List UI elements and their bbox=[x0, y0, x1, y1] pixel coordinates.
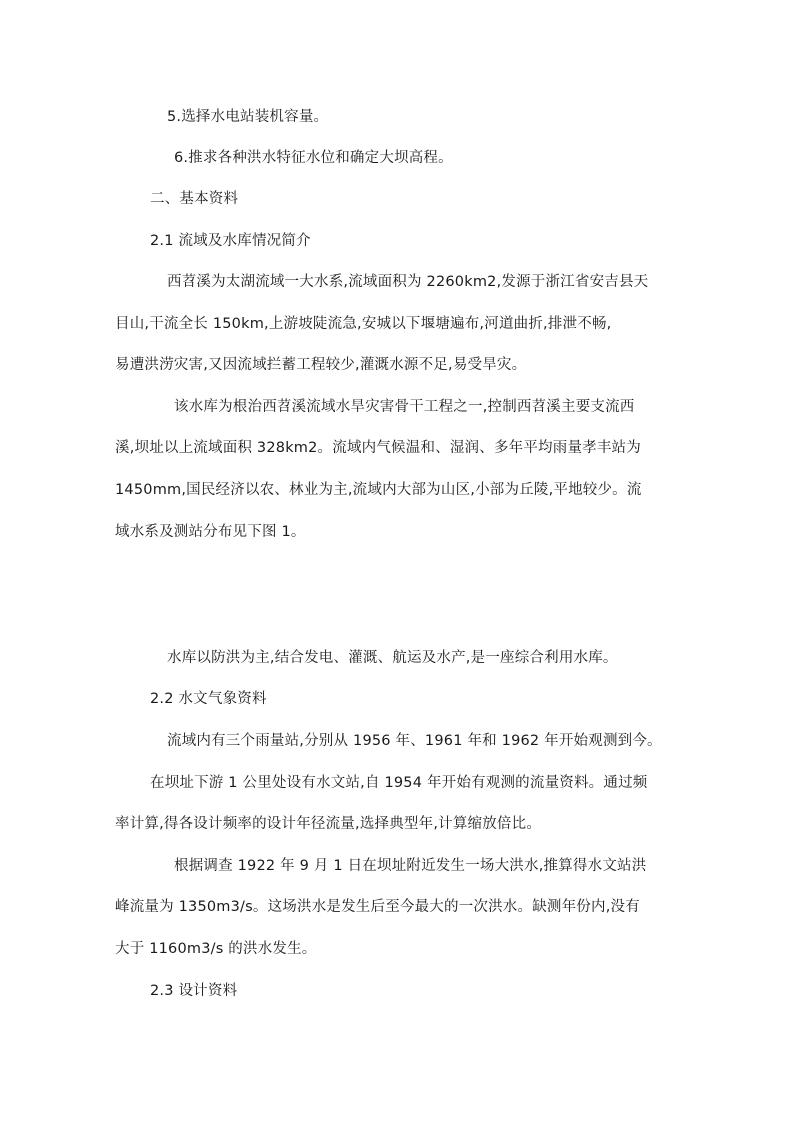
list-item-6: 6.推求各种洪水特征水位和确定大坝高程。 bbox=[174, 150, 453, 166]
paragraph-line: 目山,干流全长 150km,上游坡陡流急,安城以下堰塘遍布,河道曲折,排泄不畅, bbox=[115, 316, 612, 332]
paragraph-line: 在坝址下游 1 公里处设有水文站,自 1954 年开始有观测的流量资料。通过频 bbox=[150, 775, 648, 791]
subsection-heading-2-3: 2.3 设计资料 bbox=[150, 983, 238, 999]
paragraph-line: 易遭洪涝灾害,又因流域拦蓄工程较少,灌溉水源不足,易受旱灾。 bbox=[115, 357, 527, 373]
list-item-5: 5.选择水电站装机容量。 bbox=[167, 109, 329, 125]
paragraph-line: 流域内有三个雨量站,分别从 1956 年、1961 年和 1962 年开始观测到今。 bbox=[167, 733, 662, 749]
paragraph-line: 根据调查 1922 年 9 月 1 日在坝址附近发生一场大洪水,推算得水文站洪 bbox=[174, 858, 647, 874]
paragraph-line: 大于 1160m3/s 的洪水发生。 bbox=[115, 941, 317, 957]
paragraph-line: 峰流量为 1350m3/s。这场洪水是发生后至今最大的一次洪水。缺测年份内,没有 bbox=[115, 899, 640, 915]
paragraph-line: 西苕溪为太湖流域一大水系,流域面积为 2260km2,发源于浙江省安吉县天 bbox=[167, 274, 649, 290]
paragraph-line: 1450mm,国民经济以农、林业为主,流域内大部为山区,小部为丘陵,平地较少。流 bbox=[115, 482, 642, 498]
paragraph-line: 域水系及测站分布见下图 1。 bbox=[115, 524, 306, 540]
subsection-heading-2-1: 2.1 流域及水库情况简介 bbox=[150, 233, 311, 249]
paragraph-line: 该水库为根治西苕溪流域水旱灾害骨干工程之一,控制西苕溪主要支流西 bbox=[174, 399, 635, 415]
paragraph-line: 率计算,得各设计频率的设计年径流量,选择典型年,计算缩放倍比。 bbox=[115, 816, 542, 832]
paragraph-line: 溪,坝址以上流域面积 328km2。流域内气候温和、湿润、多年平均雨量孝丰站为 bbox=[115, 440, 641, 456]
paragraph-line: 水库以防洪为主,结合发电、灌溉、航运及水产,是一座综合利用水库。 bbox=[167, 650, 618, 666]
subsection-heading-2-2: 2.2 水文气象资料 bbox=[150, 691, 267, 707]
section-heading: 二、基本资料 bbox=[150, 191, 239, 207]
